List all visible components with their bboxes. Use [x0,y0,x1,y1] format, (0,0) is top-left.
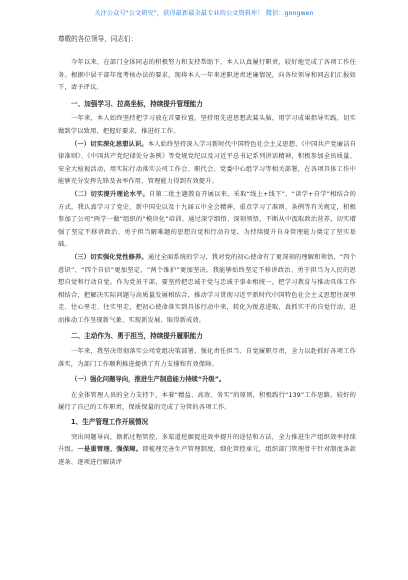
section-1-sub-3 [58,252,356,328]
section-2-sub-1-body: 在全体管理人员的全力支持下，本着“精益、高效、务实”的原则，积极践行“139”工作思路，较好的履行了自己的工作职责，保质保量的完成了分管的各项工作。 [58,391,356,412]
item-1-bold: 一是重管理、强保障。 [77,446,143,454]
section-2-intro: 一年来，我坚决贯彻落实公司党组决策部署，强化责任担当、自觉履职尽责，全力以赴抓好各项工作落实，为部门工作顺利推进提供了有力支撑和有效保障。 [58,348,356,368]
sub-1-body: 本人始终坚持深入学习新时代中国特色社会主义思想、《中国共产党廉洁自律准则》、《中国共产党纪律处分条例》等党规党纪以及习近平总书记系列讲话精神，积极参加全员质量、安全大检视活动，用实际行动落实公司工作会、职代会、党委中心组学习等相关部署，在各项具体工作中能够充分发挥先锋及表率作用，管理能力得到有效提升。 [58,140,356,186]
item-1-title: 1、生产管理工作开展情况 [71,418,149,427]
document-body [58,57,356,469]
salutation: 尊敬的各位领导，同志们： [58,35,138,43]
sub-1-title: （一）切实深化思想认识。 [71,140,148,148]
sub-3-body: 通过全面系统的学习，我对党的初心使命有了更深刻的理解和领悟，“四个意识”、“四个自信”更加坚定，“两个维护”更加坚决。我能够始终坚定不移讲政治、勇于担当为人民的思想自觉和行动自觉。作为党员干部，要坚持把忠诚于党与忠诚于事业相统一，把学习教育与推动具体工作相结合，把解决实际问题与高质量发展相结合，推动学习贯彻习近平新时代中国特色社会主义思想往深里走、往心里走、往实里走，把初心使命落实到具体行动中来，转化为锐意进取、真抓实干的自觉行动，进而推动工作呈现新气象、实现新发展、取得新成效。 [58,253,356,324]
section-1-sub-1 [58,139,356,189]
section-1-intro: 一年来，本人始终坚持把学习放在首要位置，坚持用先进思想武装头脑，用学习成果指导实践，切实做到学以致用，把握好要求，推进好工作。 [58,115,356,135]
section-2-sub-1-title: （一）强化问题导向，推进生产制造能力持续“升级”。 [71,376,226,384]
sub-3-title: （三）切实强化党性修养。 [71,253,148,261]
sub-2-body: 自第二批主题教育开展以来，采取“线上+线下”、“读学+自学”相结合的方式，我认真学习了党史、新中国史以及十九届五中全会精神，重点学习了准则、条例等有关规定，积极参加了公司“两学一做”组织的“模块化”培训。通过深学细悟、深刻领悟，不断从中汲取政治营养，切实增强了坚定不移讲政治、勇于担当解难题的思想自觉和行动自觉，为持续提升自身管理能力奠定了坚实基础。 [58,190,356,249]
section-1-sub-2 [58,189,356,252]
sub-2-title: （二）切实提升理论水平。 [71,190,150,198]
section-1-heading: 一、加强学习、拉高坐标，持续提升管理能力 [71,99,203,108]
item-1-body: 突出问题导向，据抓过程管控，多渠道挖掘促进效率提升的途径和方法，全力推进生产组织效率持续升级。一是重管理、强保障。即梳理完善生产管理制度，细化管控单元，组织部门管理骨干针对制度条款逐条、逐项进行解读评 [58,433,357,466]
promo-banner[interactable]: 关注公众号"公文研究"，获得最新最全最专业的公文资料库！ 微信：gongwen [94,10,314,17]
section-2-heading: 二、主动作为、勇于担当，持续提升履职能力 [71,332,203,341]
intro-paragraph: 今年以来，在部门全体同志的积极努力和支持帮助下，本人认真履行职责，较好地完成了各项工作任务。根据中层干部年度考核办法的要求，现将本人一年来述职述责述廉情况，向各位领导和同志们汇报如下，请予评议。 [58,59,356,92]
